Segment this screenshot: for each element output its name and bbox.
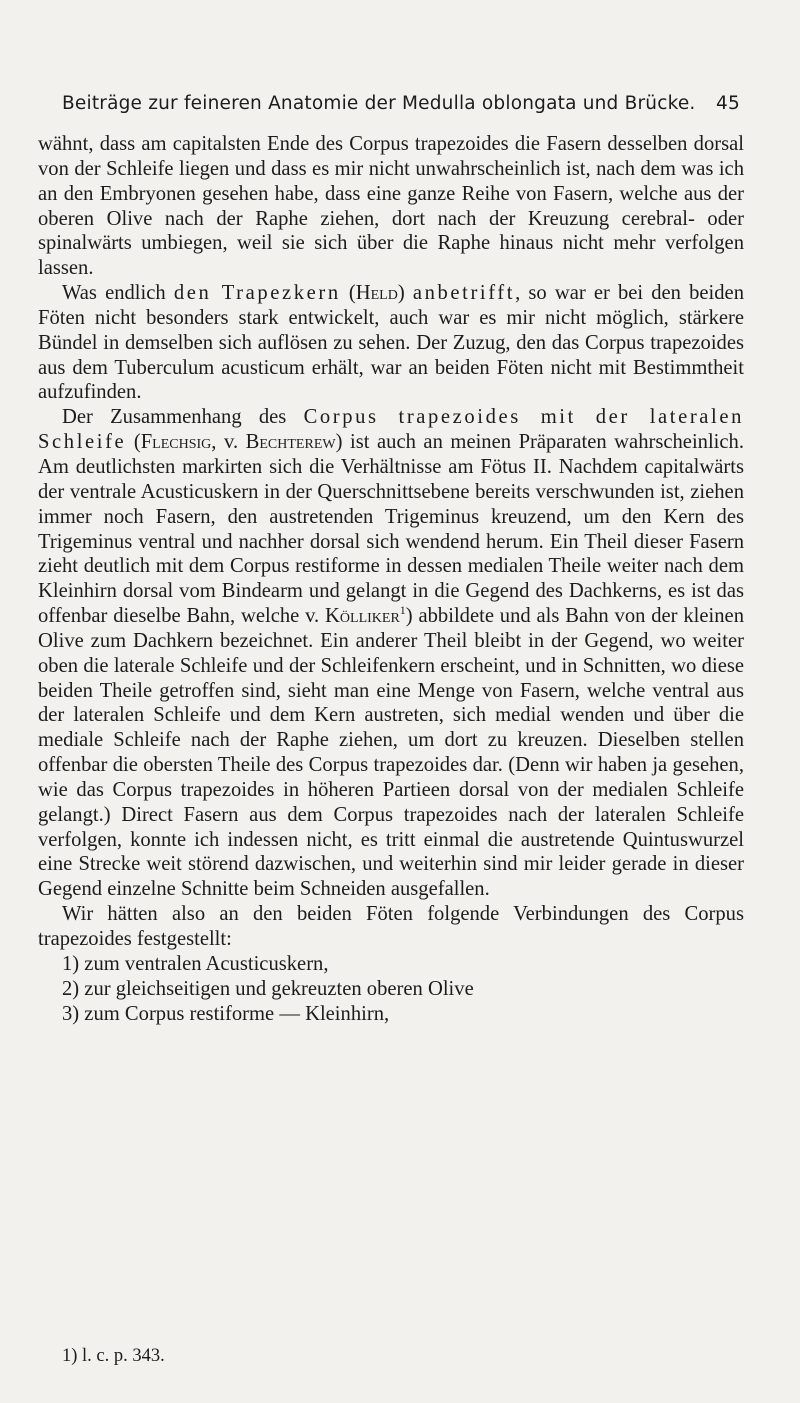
- text-run: Was endlich: [62, 282, 174, 305]
- connection-list: [38, 952, 744, 1027]
- text-run: Der Zusammenhang des: [62, 406, 304, 429]
- author-name: Kölliker: [325, 605, 400, 628]
- paragraph-1: wähnt, dass am capitalsten Ende des Corpus trapezoides die Fasern desselben dorsal von der Schleife liegen und dass es mir nicht unwahrscheinlich ist, nach dem was ich an den Embryonen gesehen habe, dass eine ganze Reihe von Fasern, welche aus der oberen Olive nach der Raphe ziehen, dort nach der Kreuzung cerebral- oder spinalwärts umbiegen, weil sie sich über die Raphe hinaus nicht mehr verfolgen lassen.: [38, 133, 744, 280]
- text-run: ) ist auch an meinen Präparaten wahrscheinlich. Am deutlichsten markirten sich die Verhältnisse am Fötus II. Nachdem capitalwärts der ventrale Acusticuskern in der Querschnittsebene bereits verschwunden ist, ziehen immer noch Fasern, den austretenden Trigeminus kreuzend, um den Kern des Trigeminus ventral und nachher dorsal sich wendend herum. Ein Theil dieser Fasern zieht deutlich mit dem Corpus restiforme in dessen medialen Theile weiter nach dem Kleinhirn dorsal vom Bindearm und gelangt in die Gegend des Dachkerns, es ist das offenbar dieselbe Bahn, welche v.: [38, 431, 744, 628]
- running-title: Beiträge zur feineren Anatomie der Medulla oblongata und Brücke.: [62, 93, 696, 114]
- text-run: (: [340, 282, 356, 305]
- list-item: 1) zum ventralen Acusticuskern,: [62, 952, 329, 975]
- list-item: 3) zum Corpus restiforme — Kleinhirn,: [62, 1002, 390, 1025]
- text-run: ) abbildete und als Bahn von der kleinen Olive zum Dachkern bezeichnet. Ein anderer Theil bleibt in der Gegend, wo weiter oben die laterale Schleife und der Schleifenkern erscheint, und in Schnitten, wo diese beiden Theile getroffen sind, sieht man eine Menge von Fasern, welche ventral aus der lateralen Schleife und dem Kern austreten, sich medial wenden und über die mediale Schleife nach der Raphe ziehen, um dort zu kreuzen. Dieselben stellen offenbar die obersten Theile des Corpus trapezoides dar. (Denn wir haben ja gesehen, wie das Corpus trapezoides in höheren Partieen dorsal von der medialen Schleife gelangt.) Direct Fasern aus dem Corpus trapezoides nach der lateralen Schleife verfolgen, konnte ich indessen nicht, es tritt einmal die austretende Quintuswurzel eine Strecke weit störend dazwischen, und weiterhin sind mir leider gerade in dieser Gegend einzelne Schnitte beim Schneiden ausgefallen.: [38, 605, 744, 901]
- author-name: Flechsig: [140, 431, 212, 454]
- text-run: , v.: [211, 431, 246, 454]
- author-name: Held: [355, 282, 398, 305]
- paragraph-4: Wir hätten also an den beiden Föten folgende Verbindungen des Corpus trapezoides festgestellt:: [38, 903, 744, 950]
- text-run: (: [126, 431, 141, 454]
- spaced-term: anbetrifft: [412, 282, 516, 305]
- footnote-marker: 1: [399, 603, 406, 618]
- list-item: 2) zur gleichseitigen und gekreuzten oberen Olive: [62, 977, 474, 1000]
- paragraph-2: [38, 281, 744, 405]
- spaced-term: Corpus trapezoides mit der lateralen Schleife: [38, 406, 744, 454]
- text-run: ): [397, 282, 413, 305]
- paragraph-3: [38, 405, 744, 902]
- footnote: 1) l. c. p. 343.: [62, 1346, 165, 1366]
- running-header: [62, 93, 740, 123]
- author-name: Bechterew: [245, 431, 336, 454]
- page-number: 45: [716, 93, 740, 114]
- text-run: , so war er bei den beiden Föten nicht besonders stark entwickelt, auch war es mir nicht möglich, stärkere Bündel in demselben sich auflösen zu sehen. Der Zuzug, den das Corpus trapezoides aus dem Tuberculum acusticum erhält, war an beiden Föten nicht mit Bestimmtheit aufzufinden.: [38, 282, 744, 404]
- spaced-term: den Trapezkern: [173, 282, 341, 305]
- body-text: [38, 132, 744, 1026]
